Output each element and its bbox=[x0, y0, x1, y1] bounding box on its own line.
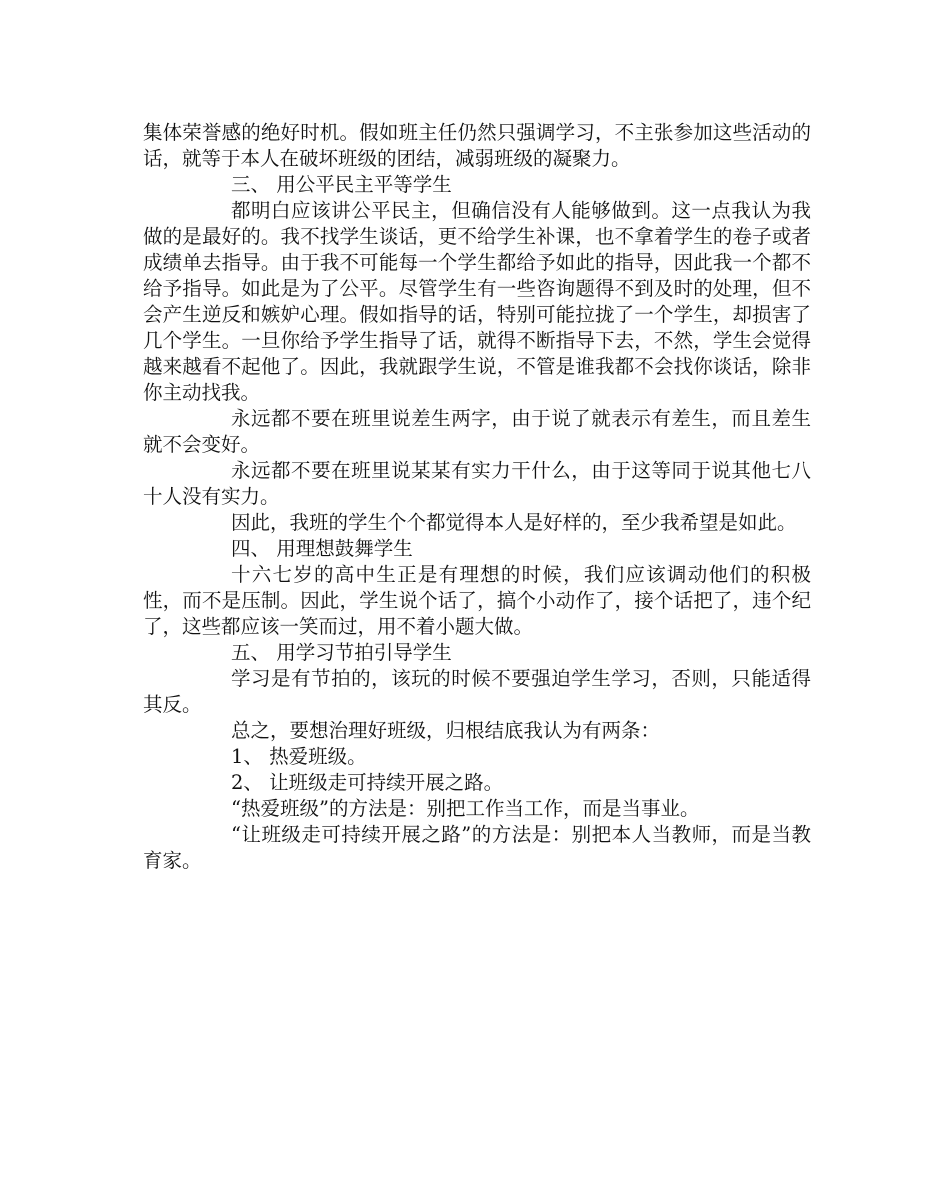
paragraph-8: 总之，要想治理好班级，归根结底我认为有两条： bbox=[231, 719, 661, 742]
section-heading-5: 五、 用学习节拍引导学生 bbox=[231, 641, 452, 664]
paragraph-2: 都明白应该讲公平民主，但确信没有人能够做到。这一点我认为我做的是最好的。我不找学生谈话，更不给学生补课，也不拿着学生的卷子或者成绩单去指导。由于我不可能每一个学生都给予如此的指导，因此我一个都不给予指导。如此是为了公平。尽管学生有一些咨询题得不到及时的处理，但不会产生逆反和嫉妒心理。假如指导的话，特别可能拉拢了一个学生，却损害了几个学生。一旦你给予学生指导了话，就得不断指导下去，不然，学生会觉得越来越看不起他了。因此，我就跟学生说，不管是谁我都不会找你谈话，除非你主动找我。 bbox=[143, 199, 811, 404]
paragraph-10: “让班级走可持续开展之路”的方法是：别把本人当教师，而是当教育家。 bbox=[143, 823, 811, 872]
paragraph-9: “热爱班级”的方法是：别把工作当工作，而是当事业。 bbox=[231, 797, 700, 820]
paragraph-4: 永远都不要在班里说某某有实力干什么，由于这等同于说其他七八十人没有实力。 bbox=[143, 459, 811, 508]
section-heading-4: 四、 用理想鼓舞学生 bbox=[231, 537, 413, 560]
paragraph-1: 集体荣誉感的绝好时机。假如班主任仍然只强调学习，不主张参加这些活动的话，就等于本人在破坏班级的团结，减弱班级的凝聚力。 bbox=[143, 121, 811, 170]
paragraph-6: 十六七岁的高中生正是有理想的时候，我们应该调动他们的积极性，而不是压制。因此，学生说个话了，搞个小动作了，接个话把了，违个纪了，这些都应该一笑而过，用不着小题大做。 bbox=[143, 563, 811, 638]
list-item-1: 1、 热爱班级。 bbox=[231, 745, 367, 768]
paragraph-7: 学习是有节拍的，该玩的时候不要强迫学生学习，否则，只能适得其反。 bbox=[143, 667, 811, 716]
section-heading-3: 三、 用公平民主平等学生 bbox=[231, 173, 452, 196]
list-item-2: 2、 让班级走可持续开展之路。 bbox=[231, 771, 504, 794]
paragraph-3: 永远都不要在班里说差生两字，由于说了就表示有差生，而且差生就不会变好。 bbox=[143, 407, 811, 456]
paragraph-5: 因此，我班的学生个个都觉得本人是好样的，至少我希望是如此。 bbox=[231, 511, 797, 534]
document-body bbox=[143, 120, 811, 874]
